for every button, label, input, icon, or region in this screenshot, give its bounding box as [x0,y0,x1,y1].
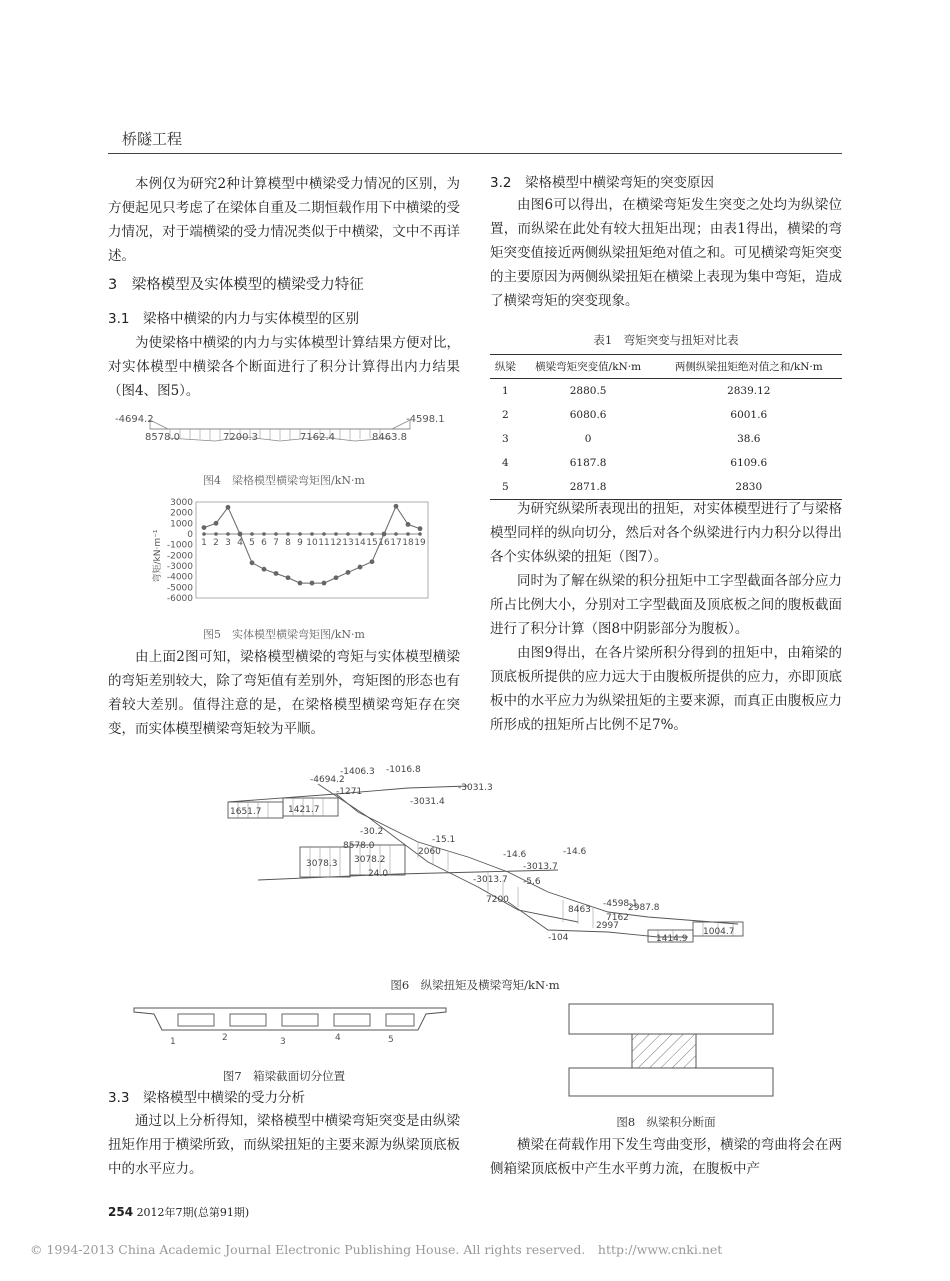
table-cell: 2839.12 [727,385,771,397]
table-row [490,427,842,451]
fig6-label: 3078.3 [306,859,338,869]
section-heading-3: 3 梁格模型及实体模型的横梁受力特征 [108,277,364,293]
fig5-xtick-label: 4 [237,538,243,548]
fig5-data-point [298,581,303,586]
paragraph: 由图6可以得出，在横梁弯矩发生突变之处均为纵梁位置，而纵梁在此处有较大扭矩出现；由表1得出，横梁的弯矩突变值接近两侧纵梁扭矩绝对值之和。可见横梁弯矩突变的主要原因为两侧纵梁扭矩在横梁上表现为集中弯矩，造成了横梁弯矩的突变现象。 [490,197,842,309]
fig6-label: -15.1 [432,835,456,845]
fig6-label: 7200 [486,895,509,905]
fig7-box-girder-section [130,1002,450,1048]
fig5-ytick-label: 3000 [170,498,193,508]
table-cell: 2 [501,409,509,421]
table-row [490,475,842,500]
fig5-xtick-label: 13 [342,538,354,548]
fig5-xtick-label: 9 [297,538,303,548]
fig7-label: 3 [280,1037,286,1047]
fig7-label: 2 [222,1033,228,1043]
section-heading-3-2: 3.2 梁格模型中横梁弯矩的突变原因 [490,175,714,191]
fig6-label: 1414.9 [656,934,688,944]
fig5-xtick-label: 8 [285,538,291,548]
fig5-data-point [370,532,374,536]
fig5-caption: 图5 实体模型横梁弯矩图/kN·m [203,628,365,641]
fig4-label: 8463.8 [372,432,407,443]
table1-header-row [490,355,842,379]
fig5-data-point [238,532,242,536]
fig4-label: 7200.3 [223,432,258,443]
fig8-bottom-flange [569,1068,773,1096]
fig7-cell [230,1014,266,1026]
fig6-label: -4694.2 [310,775,345,785]
fig5-data-point [382,532,386,536]
left-column [108,172,460,268]
fig5-data-point [274,571,279,576]
page-footer [108,1204,249,1220]
fig7-cell [334,1014,370,1026]
fig6-label: -1271 [336,787,363,797]
left-column-discussion [108,645,460,741]
table-cell: 3 [501,433,509,445]
fig5-data-point [226,532,230,536]
fig4-label: 7162.4 [300,432,335,443]
fig5-xtick-label: 14 [354,538,366,548]
fig5-xtick-label: 12 [330,538,342,548]
fig5-data-point [286,532,290,536]
paragraph: 横梁在荷载作用下发生弯曲变形，横梁的弯曲将会在两侧箱梁顶底板中产生水平剪力流，在腹板中产 [490,1137,842,1177]
fig6-label: -3031.4 [410,797,445,807]
fig6-label: 7162 [606,913,629,923]
fig6-label: 24.0 [368,869,389,879]
table-row [490,451,842,475]
left-column-3-3 [108,1109,460,1181]
fig5-xtick-label: 2 [213,538,219,548]
fig5-xtick-label: 18 [402,538,414,548]
table-cell: 1 [501,385,509,397]
section-heading-3-3: 3.3 梁格模型中横梁的受力分析 [108,1090,305,1106]
fig4-moment-diagram [110,408,446,448]
fig7-label: 1 [170,1037,176,1047]
fig5-data-point [406,522,411,527]
issue-info: 2012年7期(总第91期) [136,1206,250,1219]
fig5-xtick-label: 11 [318,538,330,548]
fig7-cell [282,1014,318,1026]
fig5-data-point [334,575,339,580]
paragraph: 由图9得出，在各片梁所积分得到的扭矩中，由箱梁的顶底板所提供的应力远大于由腹板所提供的应力，亦即顶底板中的水平应力为纵梁扭矩的主要来源，而真正由腹板应力所形成的扭矩所占比例不足7%。 [490,645,842,733]
fig5-xtick-label: 16 [378,538,390,548]
fig4-label: 8578.0 [145,432,180,443]
fig5-data-point [346,570,351,575]
right-column-end [490,1133,842,1181]
table-cell: 0 [584,433,592,445]
header-rule [108,153,842,154]
fig6-frame-line [508,902,688,937]
fig6-label: -104 [548,933,569,943]
table1 [490,354,842,500]
right-column [490,193,842,313]
fig5-ytick-label: -2000 [166,551,193,562]
fig5-xtick-label: 7 [273,538,279,548]
fig5-data-point [370,559,375,564]
fig6-label: -3031.3 [458,783,493,793]
fig5-ytick-label: 2000 [170,508,193,519]
paragraph: 同时为了解在纵梁的积分扭矩中工字型截面各部分应力所占比例大小，分别对工字型截面及顶底板之间的腹板截面进行了积分计算（图8中阴影部分为腹板）。 [490,573,842,637]
fig5-xtick-label: 6 [261,538,267,548]
fig5-data-point [358,532,362,536]
paragraph: 为研究纵梁所表现出的扭矩，对实体模型进行了与梁格模型同样的纵向切分，然后对各个纵梁进行内力积分以得出各个实体纵梁的扭矩（图7）。 [490,501,842,565]
fig5-ytick-label: -5000 [166,583,193,594]
fig5-data-point [286,575,291,580]
fig6-hatch [238,798,733,942]
fig5-data-point [202,525,207,530]
fig6-label: 2997 [596,921,619,931]
table-cell: 2871.8 [521,475,656,500]
fig5-ytick-label: 0 [187,530,193,540]
fig7-label: 4 [335,1033,341,1043]
fig8-integration-section [568,1002,776,1098]
fig6-label: -14.6 [563,847,587,857]
paragraph: 由上面2图可知，梁格模型横梁的弯矩与实体模型横梁的弯矩差别较大，除了弯矩值有差别外，弯矩图的形态也有着较大差别。值得注意的是，在梁格模型横梁弯矩存在突变，而实体模型横梁弯矩较为平顺。 [108,649,460,737]
fig5-ytick-label: -4000 [166,572,193,583]
fig5-data-point [406,532,410,536]
fig5-ytick-label: -6000 [166,594,193,604]
table1-caption: 表1 弯矩突变与扭矩对比表 [593,333,739,347]
fig6-label: -14.6 [503,850,527,860]
section-heading-3-1: 3.1 梁格中横梁的内力与实体模型的区别 [108,311,359,327]
fig6-label: 3078.2 [354,855,386,865]
fig4-label: -4694.2 [115,414,154,425]
fig6-label: -1016.8 [386,765,421,775]
paragraph: 本例仅为研究2种计算模型中横梁受力情况的区别，为方便起见只考虑了在梁体自重及二期恒载作用下中横梁的受力情况，对于端横梁的受力情况类似于中横梁，文中不再详述。 [108,176,460,264]
fig6-label: 1421.7 [288,805,320,815]
fig6-label: -3013.7 [473,875,508,885]
fig5-data-point [250,560,255,565]
fig5-data-point [262,567,267,572]
fig5-ytick-label: -3000 [166,562,193,572]
fig5-data-point [214,521,219,526]
fig8-top-flange [569,1004,773,1034]
table-cell: 4 [501,457,509,469]
fig4-label: -4598.1 [406,414,445,425]
fig5-xtick-label: 1 [201,538,207,548]
fig4-hatch [170,429,380,440]
fig5-data-point [394,532,398,536]
fig5-line-chart [150,494,435,618]
table-cell: 5 [490,475,521,500]
fig5-data-point [202,532,206,536]
right-column-cont [490,497,842,737]
table-cell: 38.6 [737,433,761,445]
fig7-caption: 图7 箱梁截面切分位置 [222,1069,346,1083]
fig5-ytick-label: 1000 [170,519,193,530]
fig6-label: -1406.3 [340,767,375,777]
fig5-data-point [214,532,218,536]
paragraph: 为使梁格中横梁的内力与实体模型计算结果方便对比，对实体模型中横梁各个断面进行了积分计算得出内力结果（图4、图5）。 [108,335,460,399]
table-row [490,403,842,427]
fig5-data-point [418,532,422,536]
fig6-label: -4598.1 [603,899,638,909]
fig6-label: 2987.8 [628,903,660,913]
copyright-notice: © 1994-2013 China Academic Journal Electronic Publishing House. All rights reserved. http://www.cnki.net [30,1242,723,1257]
fig5-data-point [418,526,423,531]
fig5-data-point [250,532,254,536]
fig5-data-point [310,532,314,536]
table-cell: 6109.6 [730,457,768,469]
fig4-caption: 图4 梁格模型横梁弯矩图/kN·m [203,474,365,487]
fig5-xtick-label: 5 [249,538,255,548]
fig6-torsion-diagram [218,762,758,967]
fig5-data-point [262,532,266,536]
fig5-ylabel: 弯矩/kN·m⁻¹ [153,529,163,583]
fig5-ytick-label: -1000 [166,540,193,551]
fig5-data-point [394,504,399,509]
fig5-data-point [226,505,231,510]
table-row [490,379,842,404]
fig5-data-point [346,532,350,536]
fig6-label: 8578.0 [343,841,375,851]
fig8-web [632,1034,696,1068]
fig6-caption: 图6 纵梁扭矩及横梁弯矩/kN·m [390,978,560,992]
table1-header: 纵梁 [490,355,521,379]
fig6-frame-line [336,794,738,924]
fig5-xtick-label: 15 [366,538,378,548]
fig5-xtick-label: 3 [225,538,231,548]
fig7-cell [386,1014,414,1026]
page-number: 254 [108,1205,134,1219]
fig5-xtick-label: 19 [414,538,426,548]
fig7-cell [178,1014,214,1026]
fig8-caption: 图8 纵梁积分断面 [616,1115,716,1129]
table-cell: 6187.8 [569,457,607,469]
fig5-xtick-label: 10 [306,538,318,548]
fig5-data-point [322,532,326,536]
fig6-label: 1651.7 [230,807,262,817]
fig5-data-point [298,532,302,536]
paragraph: 通过以上分析得知，梁格模型中横梁弯矩突变是由纵梁扭矩作用于横梁所致，而纵梁扭矩的主要来源为纵梁顶底板中的水平应力。 [108,1113,460,1177]
table1-header: 横梁弯矩突变值/kN·m [521,355,656,379]
fig5-data-point [274,532,278,536]
fig6-label: 1004.7 [703,927,735,937]
fig5-data-point [358,565,363,570]
table-cell: 6001.6 [730,409,768,421]
fig5-xtick-label: 17 [390,538,402,548]
fig7-outline [134,1008,446,1030]
fig7-label: 5 [388,1035,394,1045]
fig5-data-point [334,532,338,536]
fig6-label: -5.6 [523,877,541,887]
fig6-label: -3013.7 [523,862,558,872]
table-cell: 6080.6 [569,409,607,421]
fig6-label: 8463 [568,905,591,915]
journal-section-title: 桥隧工程 [122,130,183,148]
fig6-label: 2060 [418,847,441,857]
table-cell: 2830 [656,475,842,500]
fig5-data-point [322,581,327,586]
left-column-intro [108,331,460,403]
fig6-label: -30.2 [360,827,384,837]
fig5-data-point [310,581,315,586]
table1-header: 两侧纵梁扭矩绝对值之和/kN·m [656,355,842,379]
table-cell: 2880.5 [569,385,607,397]
